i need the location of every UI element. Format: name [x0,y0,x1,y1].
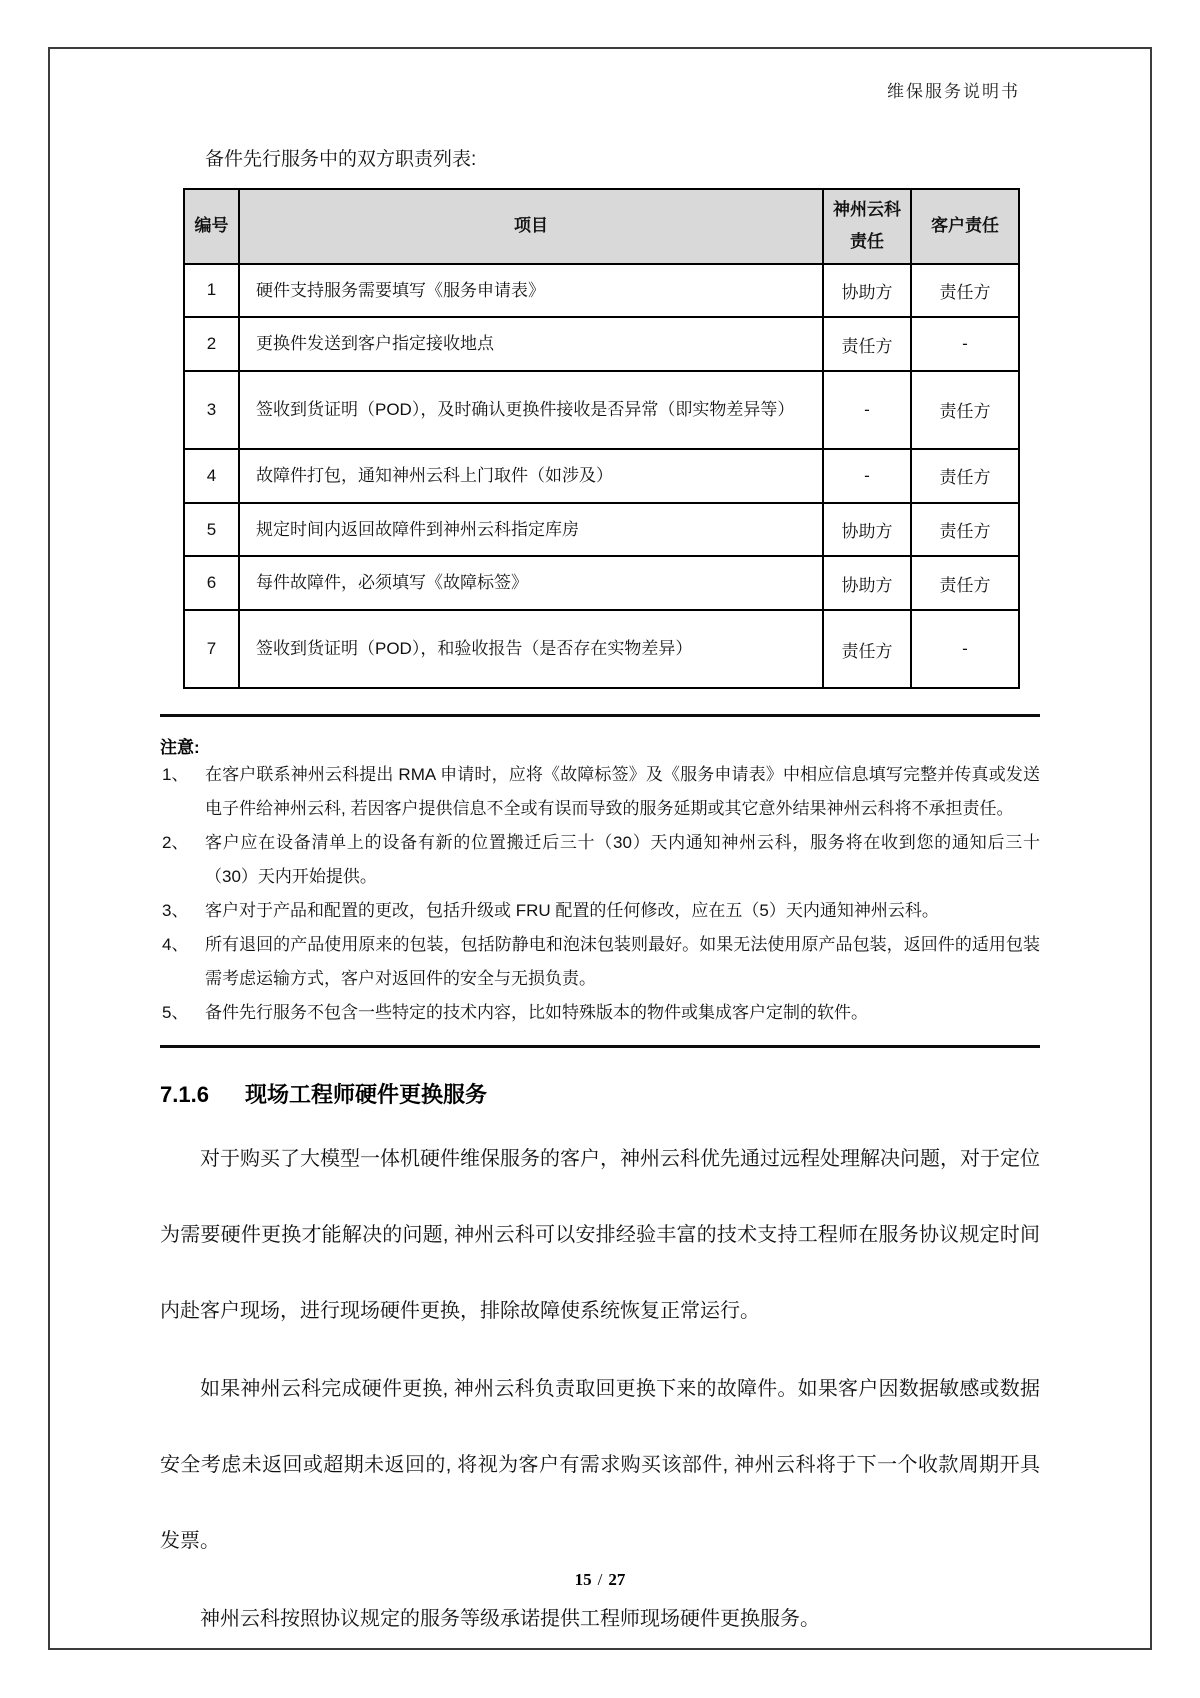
page-content [160,47,1040,1657]
vendor-role-cell: 协助方 [823,503,911,557]
note-number: 1、 [162,765,189,785]
section-heading-title: 现场工程师硬件更换服务 [244,1082,487,1108]
table-row [184,449,1019,503]
row-number-cell: 6 [184,556,239,610]
vendor-role-cell: 协助方 [823,556,911,610]
vendor-role-cell: - [823,371,911,449]
vendor-role-cell: - [823,449,911,503]
note-text: 在客户联系神州云科提出 RMA 申请时，应将《故障标签》及《服务申请表》中相应信息填写完整并传真或发送电子件给神州云科, 若因客户提供信息不全或有误而导致的服务延期或其它意外结果神州云科将不承担责任。 [205,765,1040,819]
note-number: 4、 [162,935,189,955]
table-header-row [184,189,1019,264]
row-number-cell: 5 [184,503,239,557]
table-row [184,317,1019,371]
customer-role-cell: 责任方 [911,556,1019,610]
customer-role-cell: - [911,610,1019,688]
section-divider-rule [160,714,1040,717]
row-number-cell: 4 [184,449,239,503]
page-number-separator: / [597,1570,603,1589]
vendor-role-cell: 协助方 [823,264,911,318]
notes-label: 注意: [160,738,200,758]
note-text: 所有退回的产品使用原来的包装，包括防静电和泡沫包装则最好。如果无法使用原产品包装，返回件的适用包装需考虑运输方式，客户对返回件的安全与无损负责。 [205,935,1040,989]
page-number-current: 15 [574,1570,592,1589]
body-paragraph: 神州云科按照协议规定的服务等级承诺提供工程师现场硬件更换服务。 [200,1608,820,1631]
vendor-role-cell: 责任方 [823,317,911,371]
table-intro-text: 备件先行服务中的双方职责列表: [205,149,477,170]
section-divider-rule [160,1045,1040,1048]
item-cell: 签收到货证明（POD），及时确认更换件接收是否异常（即实物差异等） [239,371,823,449]
customer-role-cell: 责任方 [911,449,1019,503]
customer-role-cell: 责任方 [911,503,1019,557]
list-item [160,996,1040,1030]
note-number: 5、 [162,1003,189,1023]
row-number-cell: 7 [184,610,239,688]
page-number-total: 27 [608,1570,626,1589]
row-number-cell: 3 [184,371,239,449]
body-paragraph: 对于购买了大模型一体机硬件维保服务的客户，神州云科优先通过远程处理解决问题，对于定位为需要硬件更换才能解决的问题, 神州云科可以安排经验丰富的技术支持工程师在服务协议规定时间内赴客户现场，进行现场硬件更换，排除故障使系统恢复正常运行。 [160,1148,1040,1323]
table-row [184,371,1019,449]
item-cell: 硬件支持服务需要填写《服务申请表》 [239,264,823,318]
item-cell: 故障件打包，通知神州云科上门取件（如涉及） [239,449,823,503]
note-text: 客户对于产品和配置的更改，包括升级或 FRU 配置的任何修改，应在五（5）天内通知神州云科。 [205,901,939,921]
header-cell-item: 项目 [239,189,823,264]
item-cell: 每件故障件，必须填写《故障标签》 [239,556,823,610]
table-row [184,556,1019,610]
table-row [184,610,1019,688]
header-cell-vendor-responsibility: 神州云科责任 [823,189,911,264]
note-number: 2、 [162,833,189,853]
item-cell: 签收到货证明（POD），和验收报告（是否存在实物差异） [239,610,823,688]
list-item [160,758,1040,826]
document-header-title: 维保服务说明书 [887,82,1020,101]
table-row [184,503,1019,557]
table-row [184,264,1019,318]
header-cell-customer-responsibility: 客户责任 [911,189,1019,264]
header-cell-number: 编号 [184,189,239,264]
customer-role-cell: 责任方 [911,264,1019,318]
row-number-cell: 1 [184,264,239,318]
item-cell: 规定时间内返回故障件到神州云科指定库房 [239,503,823,557]
list-item [160,928,1040,996]
list-item [160,826,1040,894]
section-heading-number: 7.1.6 [160,1082,209,1108]
list-item [160,894,1040,928]
row-number-cell: 2 [184,317,239,371]
body-paragraph: 如果神州云科完成硬件更换, 神州云科负责取回更换下来的故障件。如果客户因数据敏感或数据安全考虑未返回或超期未返回的, 将视为客户有需求购买该部件, 神州云科将于下一个收款周期开具发票。 [160,1378,1040,1553]
section-heading [160,1078,1040,1109]
vendor-role-cell: 责任方 [823,610,911,688]
customer-role-cell: 责任方 [911,371,1019,449]
customer-role-cell: - [911,317,1019,371]
note-number: 3、 [162,901,189,921]
note-text: 客户应在设备清单上的设备有新的位置搬迁后三十（30）天内通知神州云科，服务将在收到您的通知后三十（30）天内开始提供。 [205,833,1040,887]
note-text: 备件先行服务不包含一些特定的技术内容，比如特殊版本的物件或集成客户定制的软件。 [205,1003,868,1023]
item-cell: 更换件发送到客户指定接收地点 [239,317,823,371]
responsibility-table [183,188,1020,689]
page-footer [160,1570,1040,1590]
